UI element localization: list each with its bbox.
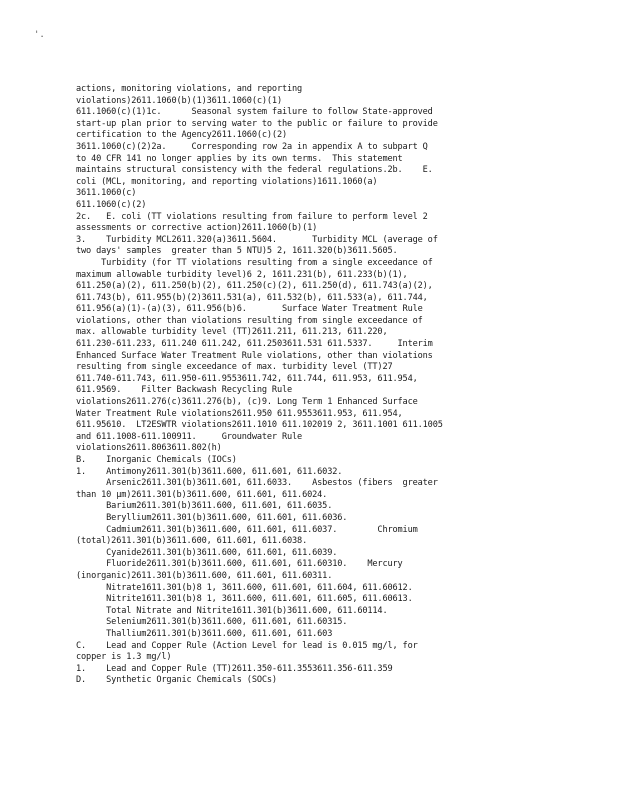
text-line: (total)2611.301(b)3611.600, 611.601, 611.6038. — [76, 536, 308, 547]
text-line: 1. Antimony2611.301(b)3611.600, 611.601, 611.6032. — [76, 466, 343, 477]
text-line: violations2611.8063611.802(h) — [76, 443, 222, 454]
text-line: Water Treatment Rule violations2611.950 611.9553611.953, 611.954, — [76, 408, 403, 419]
text-line: 611.1060(c)(1)1c. Seasonal system failure to follow State-approved — [76, 107, 433, 118]
corner-mark: '. — [34, 30, 45, 40]
text-line: resulting from single exceedance of max. turbidity level (TT)27 — [76, 362, 393, 373]
text-line: max. allowable turbidity level (TT)2611.211, 611.213, 611.220, — [76, 327, 388, 338]
text-line: D. Synthetic Organic Chemicals (SOCs) — [76, 675, 277, 686]
text-line: 2c. E. coli (TT violations resulting from failure to perform level 2 — [76, 211, 428, 222]
text-line: 1. Lead and Copper Rule (TT)2611.350-611.3553611.356-611.359 — [76, 663, 393, 674]
text-line: violations, other than violations resulting from single exceedance of — [76, 315, 423, 326]
text-line: Barium2611.301(b)3611.600, 611.601, 611.6035. — [76, 501, 333, 512]
text-line: 3611.1060(c)(2)2a. Corresponding row 2a in appendix A to subpart Q — [76, 141, 428, 152]
text-line: assessments or corrective action)2611.1060(b)(1) — [76, 223, 318, 234]
text-line: B. Inorganic Chemicals (IOCs) — [76, 455, 237, 465]
text-line: 611.956(a)(1)-(a)(3), 611.956(b)6. Surface Water Treatment Rule — [76, 304, 423, 315]
text-line: 3. Turbidity MCL2611.320(a)3611.5604. Turbidity MCL (average of — [76, 234, 438, 245]
text-line: maximum allowable turbidity level)6 2, 1611.231(b), 611.233(b)(1), — [76, 269, 408, 280]
text-line: Cyanide2611.301(b)3611.600, 611.601, 611.6039. — [76, 547, 338, 558]
text-line: than 10 µm)2611.301(b)3611.600, 611.601, 611.6024. — [76, 489, 328, 500]
text-line: 611.743(b), 611.955(b)(2)3611.531(a), 611.532(b), 611.533(a), 611.744, — [76, 292, 428, 303]
text-line: Turbidity (for TT violations resulting from a single exceedance of — [76, 257, 433, 268]
text-line: start-up plan prior to serving water to the public or failure to provide — [76, 118, 438, 129]
text-line: and 611.1008-611.100911. Groundwater Rule — [76, 431, 303, 442]
text-line: 611.250(a)(2), 611.250(b)(2), 611.250(c)(2), 611.250(d), 611.743(a)(2), — [76, 281, 433, 292]
text-line: certification to the Agency2611.1060(c)(2) — [76, 130, 288, 141]
text-line: 611.1060(c)(2) — [76, 199, 147, 210]
text-line: coli (MCL, monitoring, and reporting violations)1611.1060(a) — [76, 176, 378, 187]
text-line: to 40 CFR 141 no longer applies by its own terms. This statement — [76, 153, 403, 164]
text-line: Thallium2611.301(b)3611.600, 611.601, 611.603 — [76, 628, 333, 639]
text-line: copper is 1.3 mg/l) — [76, 652, 172, 663]
text-line: (inorganic)2611.301(b)3611.600, 611.601, 611.60311. — [76, 570, 333, 581]
text-line: Nitrite1611.301(b)8 1, 3611.600, 611.601, 611.605, 611.60613. — [76, 594, 413, 605]
text-line: C. Lead and Copper Rule (Action Level for lead is 0.015 mg/l, for — [76, 640, 418, 651]
text-line: 611.9569. Filter Backwash Recycling Rule — [76, 385, 293, 396]
text-line: 611.740-611.743, 611.950-611.9553611.742, 611.744, 611.953, 611.954, — [76, 373, 418, 384]
text-line: maintains structural consistency with the federal regulations.2b. E. — [76, 165, 433, 176]
text-line: Beryllium2611.301(b)3611.600, 611.601, 611.6036. — [76, 512, 348, 523]
document-body — [76, 84, 616, 687]
text-line: Nitrate1611.301(b)8 1, 3611.600, 611.601, 611.604, 611.60612. — [76, 582, 413, 593]
text-line: Arsenic2611.301(b)3611.601, 611.6033. Asbestos (fibers greater — [76, 478, 438, 489]
text-line: Total Nitrate and Nitrite1611.301(b)3611.600, 611.60114. — [76, 605, 388, 616]
text-line: 611.230-611.233, 611.240 611.242, 611.2503611.531 611.5337. Interim — [76, 339, 433, 350]
text-line: 3611.1060(c) — [76, 188, 137, 199]
text-line: violations)2611.1060(b)(1)3611.1060(c)(1) — [76, 95, 282, 106]
text-line: Enhanced Surface Water Treatment Rule violations, other than violations — [76, 350, 433, 361]
text-line: 611.95610. LT2ESWTR violations2611.1010 611.102019 2, 3611.1001 611.1005 — [76, 420, 443, 431]
text-line: two days' samples greater than 5 NTU)5 2, 1611.320(b)3611.5605. — [76, 246, 398, 257]
text-line: Selenium2611.301(b)3611.600, 611.601, 611.60315. — [76, 617, 348, 628]
text-line: Cadmium2611.301(b)3611.600, 611.601, 611.6037. Chromium — [76, 524, 418, 535]
text-line: Fluoride2611.301(b)3611.600, 611.601, 611.60310. Mercury — [76, 559, 403, 570]
text-line: actions, monitoring violations, and reporting — [76, 84, 303, 94]
text-line: violations2611.276(c)3611.276(b), (c)9. Long Term 1 Enhanced Surface — [76, 397, 418, 408]
